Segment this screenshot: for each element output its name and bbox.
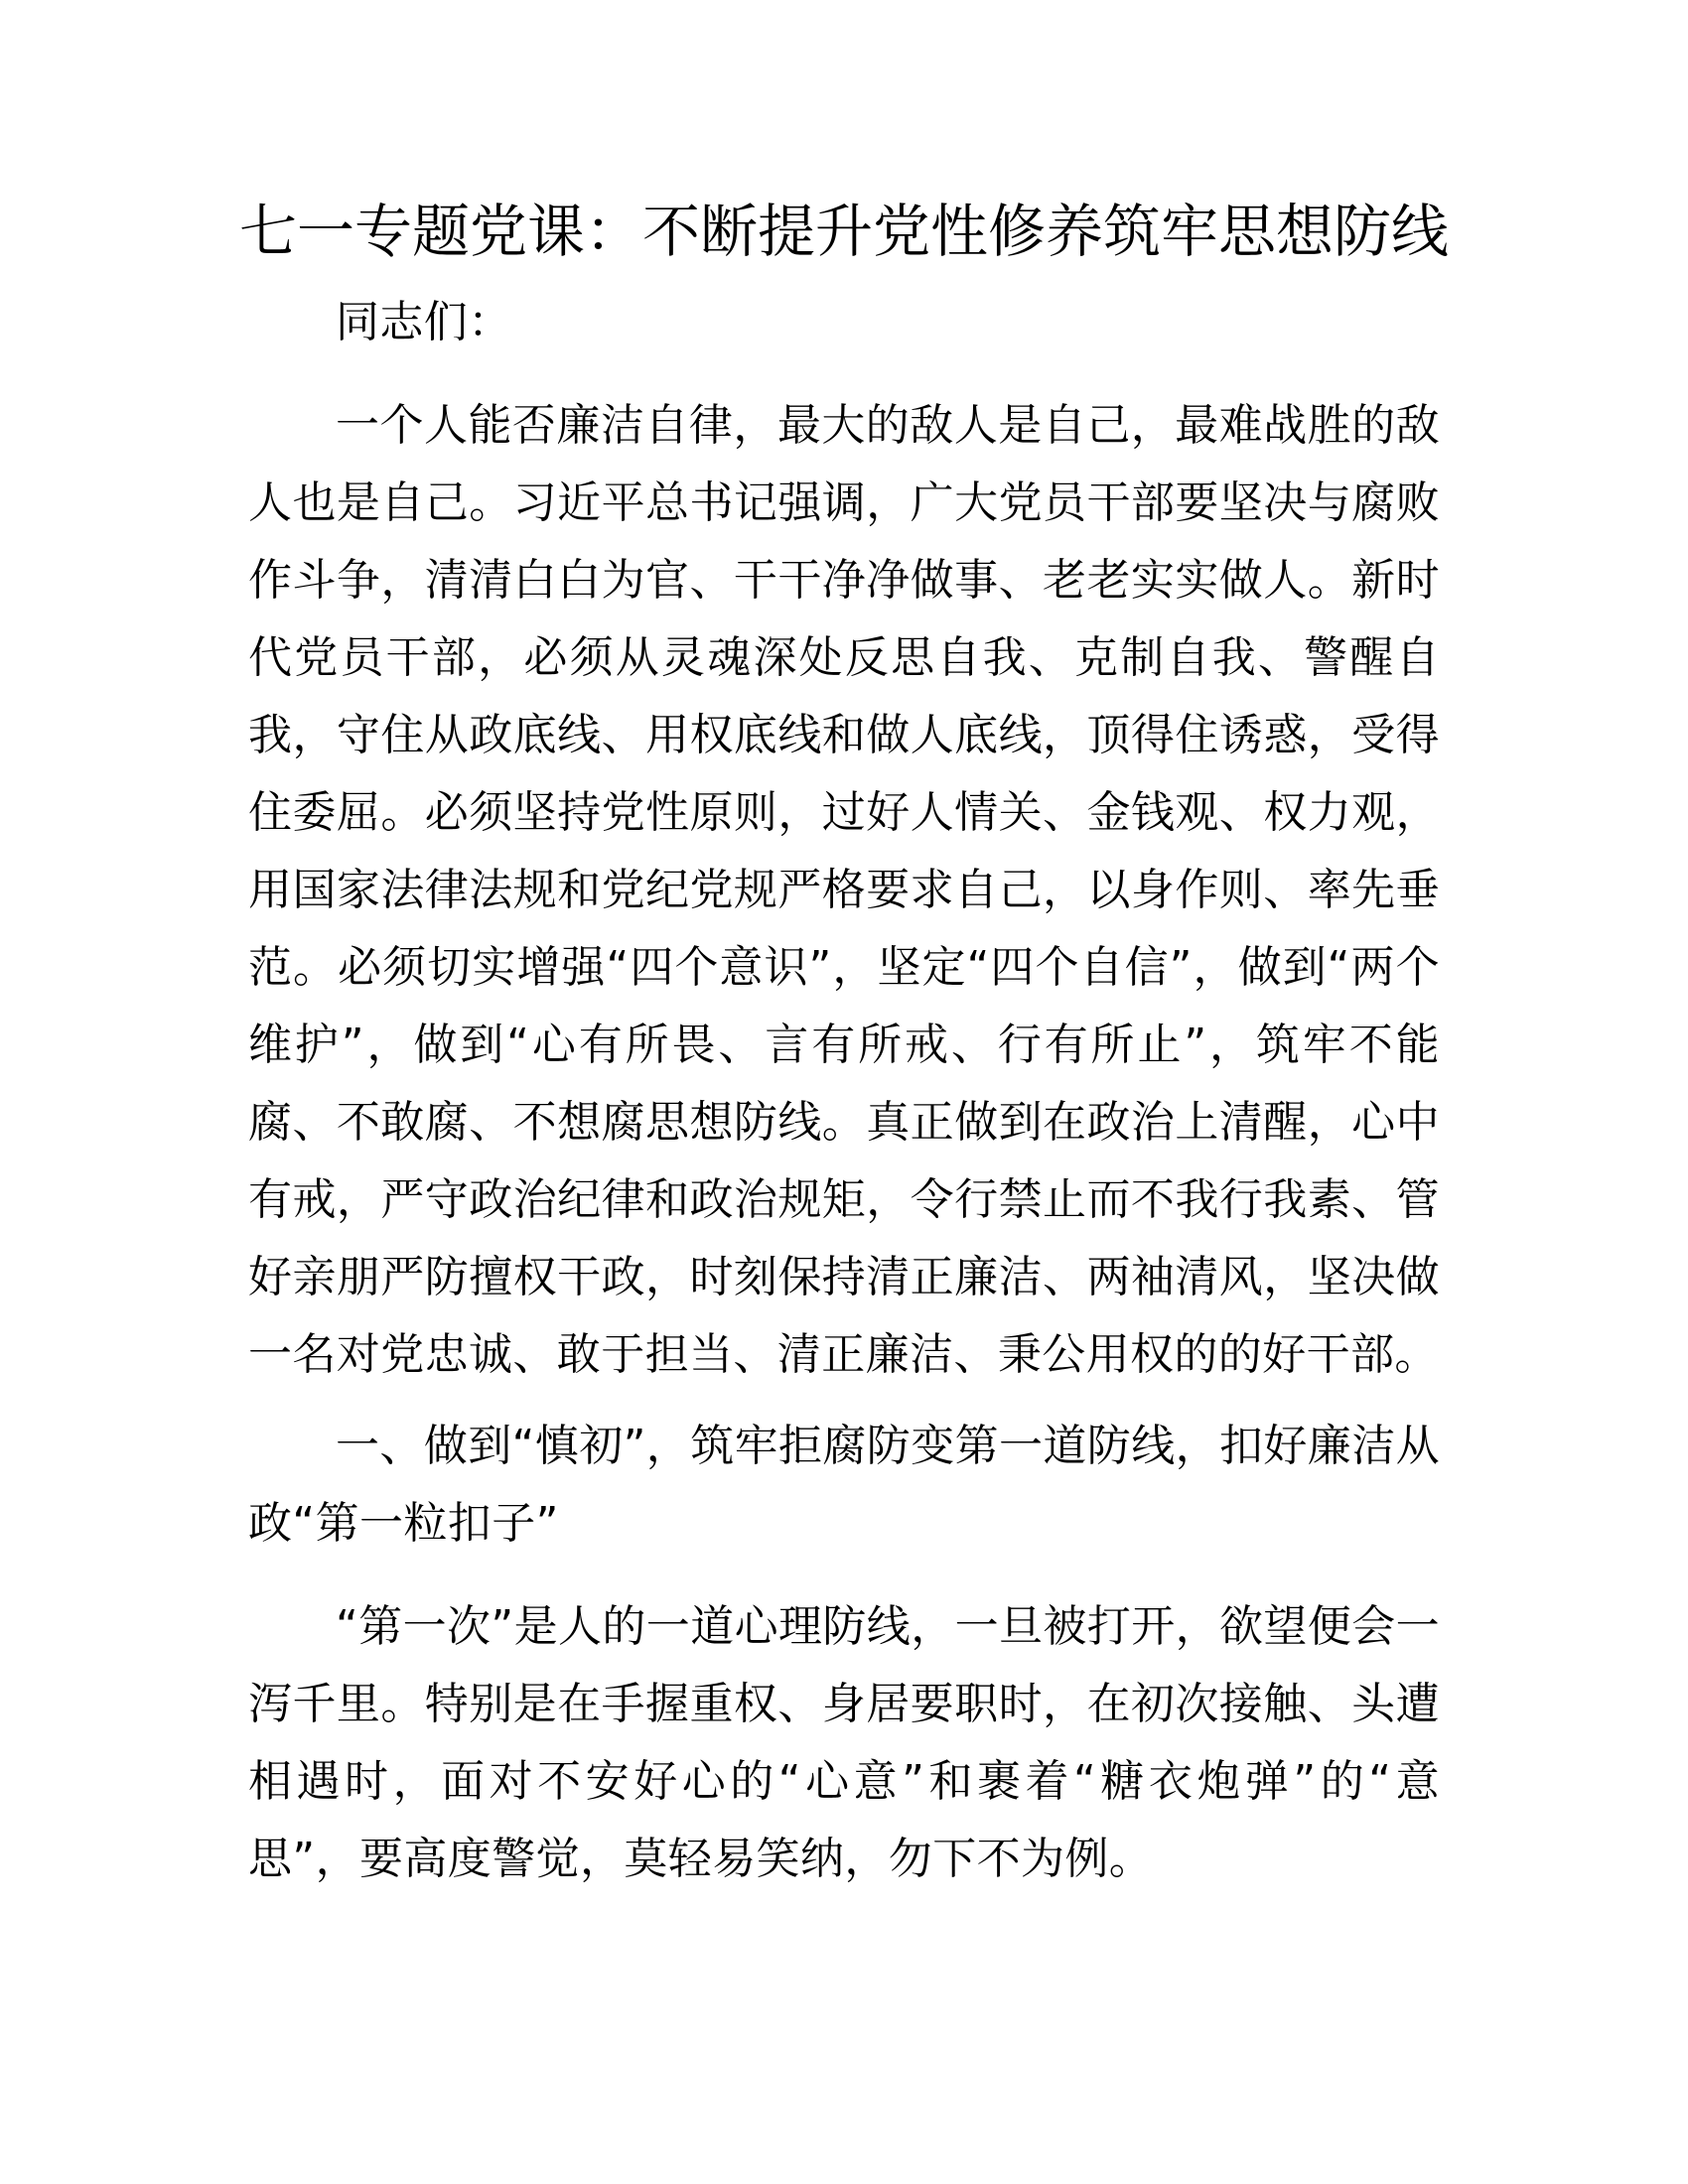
section-heading-1: 一、做到“慎初”，筑牢拒腐防变第一道防线，扣好廉洁从政“第一粒扣子” (248, 1421, 1440, 1549)
section-paragraph-1: “第一次”是人的一道心理防线，一旦被打开，欲望便会一泻千里。特别是在手握重权、身居要职时，在初次接触、头遭相遇时，面对不安好心的“心意”和裹着“糖衣炮弹”的“意思”，要高度警觉，莫轻易笑纳，勿下不为例。 (248, 1601, 1440, 1884)
salutation: 同志们： (336, 297, 512, 347)
body-paragraph-1: 一个人能否廉洁自律，最大的敌人是自己，最难战胜的敌人也是自己。习近平总书记强调，广大党员干部要坚决与腐败作斗争，清清白白为官、干干净净做事、老老实实做人。新时代党员干部，必须从灵魂深处反思自我、克制自我、警醒自我，守住从政底线、用权底线和做人底线，顶得住诱惑，受得住委屈。必须坚持党性原则，过好人情关、金钱观、权力观，用国家法律法规和党纪党规严格要求自己，以身作则、率先垂范。必须切实增强“四个意识”，坚定“四个自信”，做到“两个维护”，做到“心有所畏、言有所戒、行有所止”，筑牢不能腐、不敢腐、不想腐思想防线。真正做到在政治上清醒，心中有戒，严守政治纪律和政治规矩，令行禁止而不我行我素、管好亲朋严防擅权干政，时刻保持清正廉洁、两袖清风，坚决做一名对党忠诚、敢于担当、清正廉洁、秉公用权的的好干部。 (248, 400, 1440, 1380)
document-title: 七一专题党课：不断提升党性修养筑牢思想防线 (238, 198, 1449, 265)
document-page (238, 189, 1449, 1912)
